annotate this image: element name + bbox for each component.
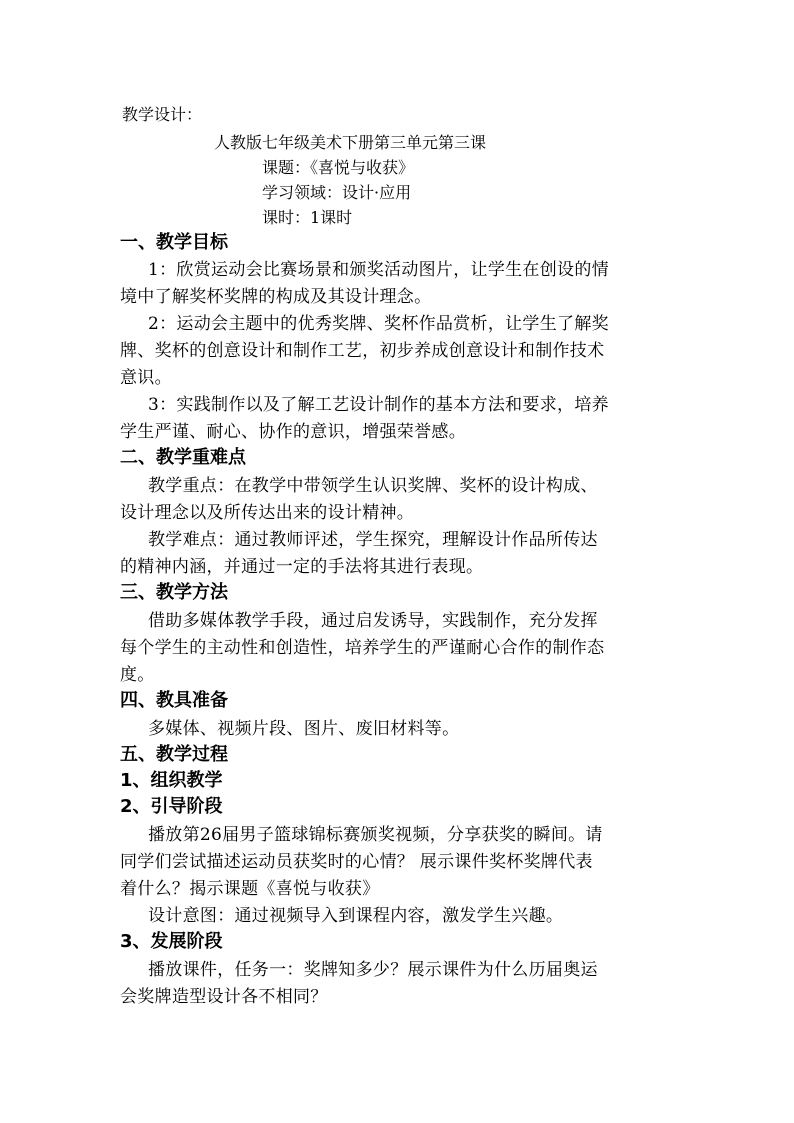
section-title-key-points: 二、教学重难点 [120, 447, 246, 468]
paragraph-line: 度。 [120, 665, 155, 685]
paragraph-line: 3：实践制作以及了解工艺设计制作的基本方法和要求，培养 [148, 395, 609, 415]
period-line: 课时：1课时 [262, 208, 353, 227]
topic-line: 课题：《喜悦与收获》 [262, 158, 415, 177]
field-line: 学习领域：设计·应用 [262, 183, 412, 202]
subsection-title-develop: 3、发展阶段 [120, 931, 223, 952]
paragraph-line: 会奖牌造型设计各不相同？ [120, 987, 328, 1007]
paragraph-line: 设计理念以及所传达出来的设计精神。 [120, 503, 415, 523]
paragraph-line: 2：运动会主题中的优秀奖牌、奖杯作品赏析，让学生了解奖 [148, 314, 609, 334]
paragraph-line: 借助多媒体教学手段，通过启发诱导，实践制作，充分发挥 [148, 611, 598, 631]
paragraph-line: 1：欣赏运动会比赛场景和颁奖活动图片，让学生在创设的情 [148, 260, 609, 280]
paragraph-line: 设计意图：通过视频导入到课程内容，激发学生兴趣。 [148, 906, 564, 926]
section-title-methods: 三、教学方法 [120, 582, 228, 603]
paragraph-line: 境中了解奖杯奖牌的构成及其设计理念。 [120, 287, 432, 307]
paragraph-line: 同学们尝试描述运动员获奖时的心情？ 展示课件奖杯奖牌代表 [120, 852, 593, 872]
paragraph-line: 播放课件，任务一：奖牌知多少？展示课件为什么历届奥运 [148, 960, 598, 980]
course-line: 人教版七年级美术下册第三单元第三课 [214, 133, 487, 152]
paragraph-line: 每个学生的主动性和创造性，培养学生的严谨耐心合作的制作态 [120, 638, 605, 658]
paragraph-line: 教学重点：在教学中带领学生认识奖牌、奖杯的设计构成、 [148, 476, 598, 496]
paragraph-line: 多媒体、视频片段、图片、废旧材料等。 [148, 719, 460, 739]
paragraph-line: 教学难点：通过教师评述，学生探究，理解设计作品所传达 [148, 530, 598, 550]
paragraph-line: 学生严谨、耐心、协作的意识，增强荣誉感。 [120, 422, 466, 442]
paragraph-line: 意识。 [120, 368, 172, 388]
paragraph-line: 播放第26届男子篮球锦标赛颁奖视频，分享获奖的瞬间。请 [148, 825, 603, 845]
intro-label: 教学设计： [122, 105, 203, 124]
subsection-title-organize: 1、组织教学 [120, 770, 223, 791]
section-title-process: 五、教学过程 [120, 744, 228, 765]
section-title-objectives: 一、教学目标 [120, 232, 228, 253]
subsection-title-guide: 2、引导阶段 [120, 796, 223, 817]
paragraph-line: 着什么？揭示课题《喜悦与收获》 [120, 879, 380, 899]
paragraph-line: 的精神内涵，并通过一定的手法将其进行表现。 [120, 557, 484, 577]
paragraph-line: 牌、奖杯的创意设计和制作工艺，初步养成创意设计和制作技术 [120, 341, 605, 361]
section-title-materials: 四、教具准备 [120, 690, 228, 711]
